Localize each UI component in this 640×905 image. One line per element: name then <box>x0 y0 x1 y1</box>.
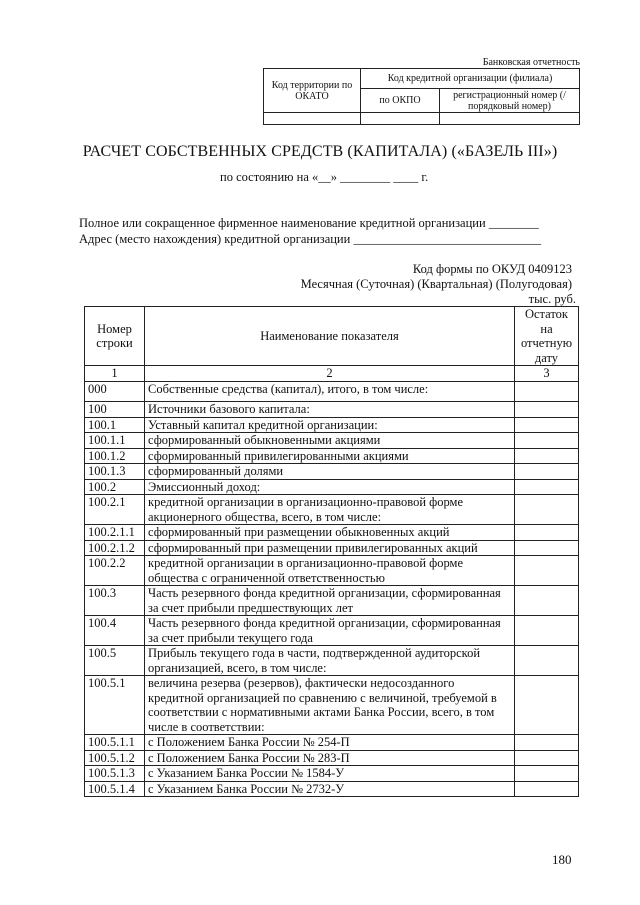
document-title: РАСЧЕТ СОБСТВЕННЫХ СРЕДСТВ (КАПИТАЛА) («БАЗЕЛЬ III») <box>82 143 558 160</box>
row-indicator-name: сформированный при размещении привилегированных акций <box>145 540 515 556</box>
table-row <box>85 781 579 797</box>
row-indicator-name: Уставный капитал кредитной организации: <box>145 417 515 433</box>
table-row <box>85 646 579 676</box>
table-row <box>85 417 579 433</box>
table-row <box>85 750 579 766</box>
okpo-header: по ОКПО <box>361 89 440 113</box>
table-row <box>85 556 579 586</box>
row-balance-value[interactable] <box>515 495 579 525</box>
table-row <box>85 402 579 418</box>
row-balance-value[interactable] <box>515 781 579 797</box>
row-number: 100.2.1.2 <box>85 540 145 556</box>
row-number: 000 <box>85 381 145 402</box>
row-indicator-name: Часть резервного фонда кредитной организации, сформированная за счет прибыли предшествующих лет <box>145 586 515 616</box>
row-balance-value[interactable] <box>515 433 579 449</box>
page-number: 180 <box>552 852 572 867</box>
row-number: 100.2.1.1 <box>85 525 145 541</box>
territory-code-header: Код территории по ОКАТО <box>264 69 361 113</box>
row-balance-value[interactable] <box>515 464 579 480</box>
table-row <box>85 616 579 646</box>
table-row <box>85 464 579 480</box>
row-indicator-name: кредитной организации в организационно-правовой форме акционерного общества, всего, в том числе: <box>145 495 515 525</box>
col-number-3: 3 <box>515 366 579 382</box>
table-row <box>85 381 579 402</box>
row-number: 100.2 <box>85 479 145 495</box>
row-balance-value[interactable] <box>515 750 579 766</box>
row-indicator-name: Эмиссионный доход: <box>145 479 515 495</box>
row-balance-value[interactable] <box>515 402 579 418</box>
row-indicator-name: Собственные средства (капитал), итого, в том числе: <box>145 381 515 402</box>
table-row <box>85 525 579 541</box>
reg-number-header: регистрационный номер (/порядковый номер) <box>440 89 580 113</box>
header-row-number: Номер строки <box>85 307 145 366</box>
row-balance-value[interactable] <box>515 540 579 556</box>
row-indicator-name: с Указанием Банка России № 1584-У <box>145 766 515 782</box>
row-indicator-name: с Положением Банка России № 283-П <box>145 750 515 766</box>
org-address-line: Адрес (место нахождения) кредитной организации ______________________________ <box>79 232 541 246</box>
capital-calculation-table <box>84 306 579 797</box>
units-label: тыс. руб. <box>528 292 576 306</box>
org-code-header: Код кредитной организации (филиала) <box>361 69 580 89</box>
org-name-line: Полное или сокращенное фирменное наименование кредитной организации ________ <box>79 216 539 230</box>
row-balance-value[interactable] <box>515 381 579 402</box>
row-balance-value[interactable] <box>515 616 579 646</box>
row-indicator-name: сформированный обыкновенными акциями <box>145 433 515 449</box>
row-balance-value[interactable] <box>515 586 579 616</box>
table-row <box>85 540 579 556</box>
row-balance-value[interactable] <box>515 525 579 541</box>
table-row <box>85 448 579 464</box>
row-indicator-name: с Указанием Банка России № 2732-У <box>145 781 515 797</box>
row-indicator-name: кредитной организации в организационно-правовой форме общества с ограниченной ответственностью <box>145 556 515 586</box>
okpo-cell[interactable] <box>361 113 440 125</box>
table-row <box>85 586 579 616</box>
table-row <box>85 735 579 751</box>
row-indicator-name: сформированный при размещении обыкновенных акций <box>145 525 515 541</box>
header-balance: Остаток на отчетную дату <box>515 307 579 366</box>
row-number: 100.1 <box>85 417 145 433</box>
report-category-label: Банковская отчетность <box>482 57 580 68</box>
row-balance-value[interactable] <box>515 646 579 676</box>
table-row <box>85 433 579 449</box>
okud-form-code: Код формы по ОКУД 0409123 <box>412 262 572 276</box>
row-number: 100.5.1.4 <box>85 781 145 797</box>
row-number: 100.5.1.3 <box>85 766 145 782</box>
row-balance-value[interactable] <box>515 676 579 735</box>
identification-codes-table <box>263 68 580 125</box>
row-balance-value[interactable] <box>515 735 579 751</box>
row-indicator-name: сформированный долями <box>145 464 515 480</box>
header-indicator-name: Наименование показателя <box>145 307 515 366</box>
row-balance-value[interactable] <box>515 479 579 495</box>
row-balance-value[interactable] <box>515 417 579 433</box>
row-number: 100.5.1.1 <box>85 735 145 751</box>
table-row <box>85 495 579 525</box>
row-indicator-name: с Положением Банка России № 254-П <box>145 735 515 751</box>
row-number: 100 <box>85 402 145 418</box>
row-balance-value[interactable] <box>515 766 579 782</box>
col-number-1: 1 <box>85 366 145 382</box>
row-number: 100.2.2 <box>85 556 145 586</box>
row-indicator-name: Прибыль текущего года в части, подтвержденной аудиторской организацией, всего, в том числе: <box>145 646 515 676</box>
reg-number-cell[interactable] <box>440 113 580 125</box>
row-indicator-name: Источники базового капитала: <box>145 402 515 418</box>
table-row <box>85 479 579 495</box>
row-number: 100.5.1.2 <box>85 750 145 766</box>
row-balance-value[interactable] <box>515 556 579 586</box>
row-number: 100.1.2 <box>85 448 145 464</box>
row-number: 100.3 <box>85 586 145 616</box>
table-row <box>85 766 579 782</box>
row-indicator-name: Часть резервного фонда кредитной организации, сформированная за счет прибыли текущего года <box>145 616 515 646</box>
row-number: 100.2.1 <box>85 495 145 525</box>
periodicity-line: Месячная (Суточная) (Квартальная) (Полугодовая) <box>300 277 572 291</box>
territory-code-cell[interactable] <box>264 113 361 125</box>
row-number: 100.5 <box>85 646 145 676</box>
row-number: 100.1.3 <box>85 464 145 480</box>
row-number: 100.4 <box>85 616 145 646</box>
row-indicator-name: величина резерва (резервов), фактически недосозданного кредитной организацией по сравнению с величиной, требуемой в соответствии с нормативными актами Банка России, всего, в том числе в соответствии: <box>145 676 515 735</box>
col-number-2: 2 <box>145 366 515 382</box>
table-row <box>85 676 579 735</box>
row-number: 100.1.1 <box>85 433 145 449</box>
row-indicator-name: сформированный привилегированными акциями <box>145 448 515 464</box>
row-number: 100.5.1 <box>85 676 145 735</box>
as-of-date-line: по состоянию на «__» ________ ____ г. <box>220 170 429 184</box>
row-balance-value[interactable] <box>515 448 579 464</box>
